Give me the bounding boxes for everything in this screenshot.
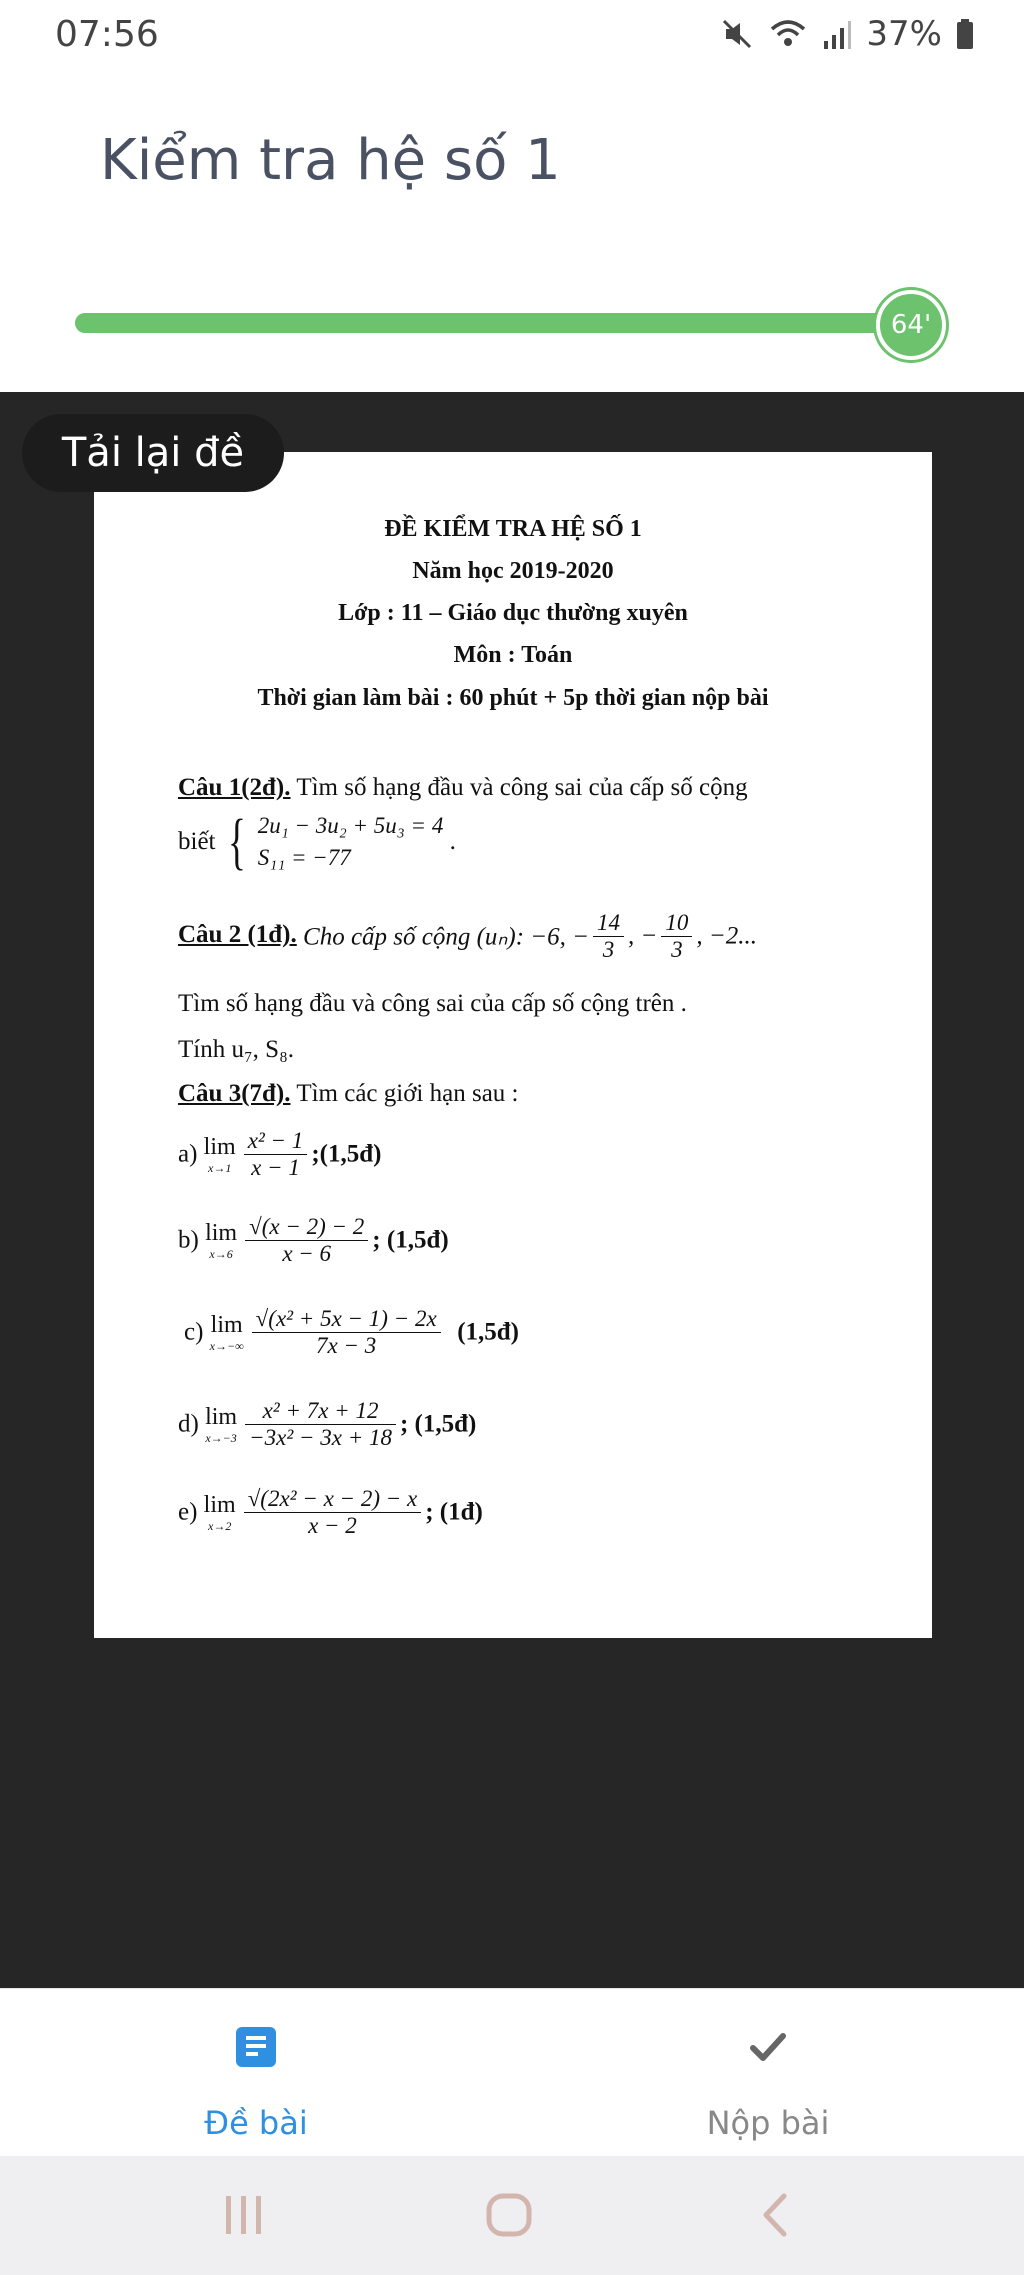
lim-symbol: lim x→2 xyxy=(203,1491,236,1533)
question-1-bi: biết xyxy=(178,828,216,855)
tab-submit-label: Nộp bài xyxy=(706,2104,830,2142)
lim-symbol: lim x→−∞ xyxy=(209,1311,244,1353)
question-2-line-2: Tìm số hạng đầu và công sai của cấp số cộng trên . xyxy=(178,990,687,1017)
home-icon[interactable] xyxy=(484,2192,534,2242)
system-nav-bar xyxy=(0,2156,1024,2275)
fraction: $\frac{10}{3}$ xyxy=(661,910,692,963)
bottom-nav xyxy=(0,1988,1024,2157)
fraction: $\frac{\text{x² + 7x + 12}}{\text{−3x² − 3x + 18}}$ xyxy=(245,1398,396,1451)
fraction: $\frac{\text{x² − 1}}{x - 1}$ xyxy=(244,1128,308,1181)
document-icon xyxy=(234,2025,278,2073)
question-1 xyxy=(178,774,748,802)
battery-icon xyxy=(956,17,974,51)
equation-1: 2u₁ − 3u₂ + 5u₃ = 4 xyxy=(257,813,444,838)
fraction: $\frac{\text{√(2x² − x − 2) − x}}{x - 2}$ xyxy=(244,1486,422,1539)
fraction: $\frac{\text{√(x² + 5x − 1) − 2x}}{7x - 3}$ xyxy=(252,1306,441,1359)
paper-subject: Môn : Toán xyxy=(453,642,573,668)
lim-symbol: lim x→1 xyxy=(203,1133,236,1175)
lim-symbol: lim x→6 xyxy=(205,1219,238,1261)
time-progress-bar xyxy=(75,313,905,333)
system-brace: { xyxy=(227,808,246,876)
limit-a: a) lim x→1 $\frac{\text{x² − 1}}{x - 1}$ ;(1,5đ) xyxy=(178,1128,382,1180)
status-icons xyxy=(720,14,974,54)
question-1-label: Câu 1(2đ). xyxy=(178,774,291,801)
timer-badge: 64' xyxy=(876,290,946,360)
paper-class: Lớp : 11 – Giáo dục thường xuyên xyxy=(338,600,688,626)
question-1-text: Tìm số hạng đầu và công sai của cấp số cộng xyxy=(290,774,748,801)
fraction: $\frac{√(x - 2) - 2}{x - 6}$ xyxy=(245,1214,368,1267)
equation-2: S₁₁ = −77 xyxy=(257,845,351,870)
question-2: Câu 2 (1đ). Cho cấp số cộng (uₙ): −6, − $\frac{14}{3}$ , − $\frac{10}{3}$ , −2... xyxy=(178,910,758,962)
tab-exam-label: Đề bài xyxy=(204,2104,308,2142)
reload-exam-button[interactable]: Tải lại đề xyxy=(22,414,284,492)
question-2-label: Câu 2 (1đ). xyxy=(178,921,297,949)
question-3 xyxy=(178,1080,519,1108)
check-icon xyxy=(746,2025,790,2073)
limit-b: b) lim x→6 $\frac{√(x - 2) - 2}{x - 6}$ ; (1,5đ) xyxy=(178,1214,449,1266)
paper-year: Năm học 2019-2020 xyxy=(412,558,614,584)
lim-symbol: lim x→−3 xyxy=(205,1403,238,1445)
question-3-label: Câu 3(7đ). xyxy=(178,1080,291,1107)
tab-submit[interactable] xyxy=(512,1989,1024,2157)
back-icon[interactable] xyxy=(756,2192,796,2242)
fraction: $\frac{14}{3}$ xyxy=(593,910,624,963)
tab-exam[interactable] xyxy=(0,1989,512,2157)
status-time: 07:56 xyxy=(55,14,159,55)
question-2-text: Cho cấp số cộng (uₙ): −6, − xyxy=(296,923,590,951)
exam-paper xyxy=(94,452,932,1638)
status-bar xyxy=(0,0,1024,72)
signal-icon xyxy=(822,17,852,51)
limit-c: c) lim x→−∞ $\frac{\text{√(x² + 5x − 1) − 2x}}{7x - 3}$ (1,5đ) xyxy=(184,1306,519,1358)
mute-icon xyxy=(720,17,754,51)
time-progress-fill xyxy=(75,313,888,333)
wifi-icon xyxy=(768,17,808,51)
limit-d: d) lim x→−3 $\frac{\text{x² + 7x + 12}}{\text{−3x² − 3x + 18}}$ ; (1,5đ) xyxy=(178,1398,477,1450)
paper-time: Thời gian làm bài : 60 phút + 5p thời gian nộp bài xyxy=(257,685,769,711)
limit-e: e) lim x→2 $\frac{\text{√(2x² − x − 2) − x}}{x - 2}$ ; (1đ) xyxy=(178,1486,483,1538)
page-title: Kiểm tra hệ số 1 xyxy=(100,128,561,193)
battery-percent: 37% xyxy=(866,14,942,54)
paper-heading: ĐỀ KIỂM TRA HỆ SỐ 1 xyxy=(384,516,642,542)
question-1-system: biết { 2u₁ − 3u₂ + 5u₃ = 4 S₁₁ = −77 . xyxy=(178,808,456,876)
question-2-line-3: Tính u₇, S₈. xyxy=(178,1036,295,1063)
recents-icon[interactable] xyxy=(222,2192,266,2242)
question-3-text: Tìm các giới hạn sau : xyxy=(290,1080,519,1107)
